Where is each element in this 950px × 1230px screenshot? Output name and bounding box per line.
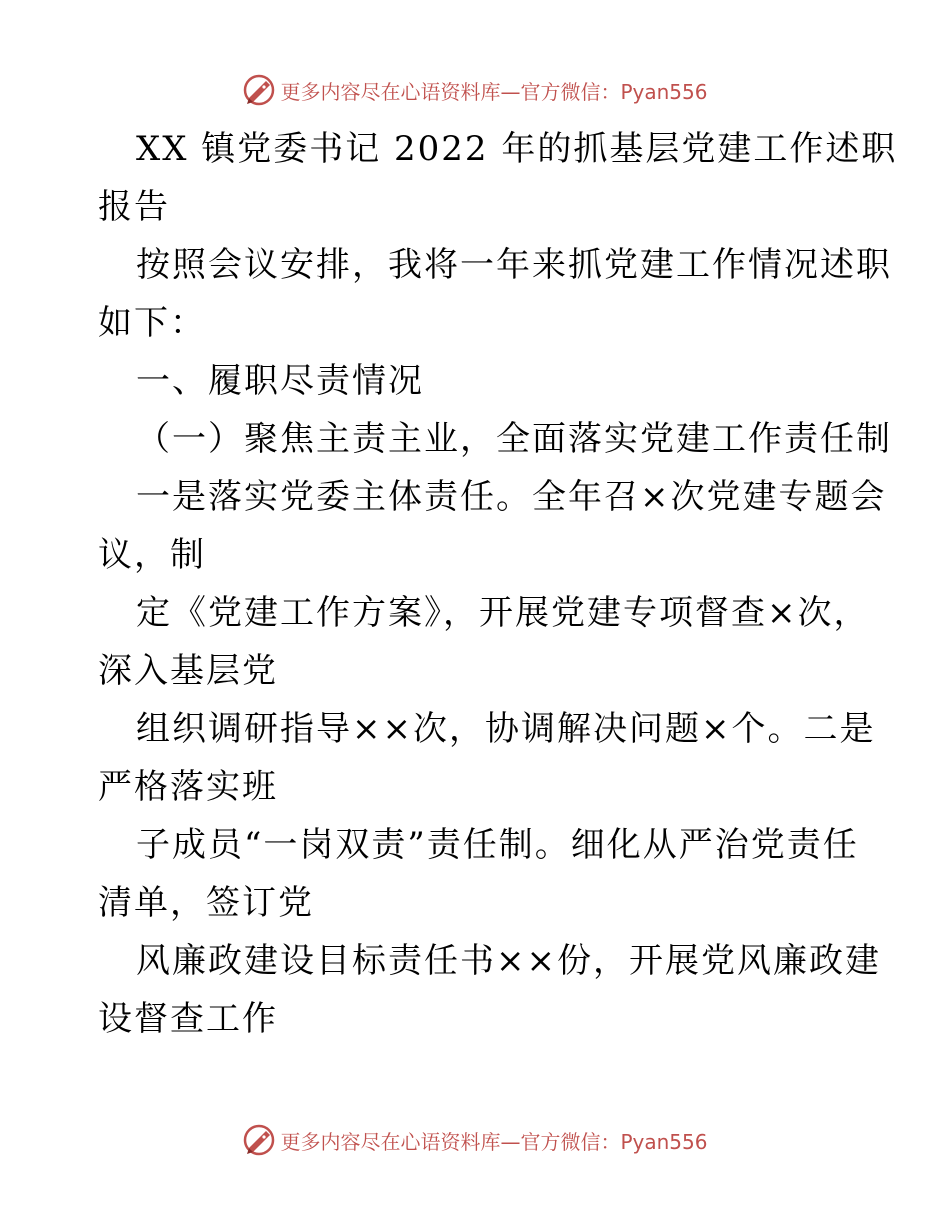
document-line: 风廉政建设目标责任书××份，开展党风廉政建 [136, 941, 881, 981]
document-line: （一）聚焦主责主业，全面落实党建工作责任制 [136, 419, 892, 459]
header-banner-text: 更多内容尽在心语资料库—官方微信：Pyan556 [280, 79, 708, 104]
pen-nib-icon [242, 1123, 276, 1157]
document-line: 一、履职尽责情况 [136, 361, 424, 401]
document-line: 深入基层党 [98, 651, 278, 691]
document-line: 子成员“一岗双责”责任制。细化从严治党责任 [136, 825, 859, 865]
pen-nib-icon [242, 73, 276, 107]
footer-banner [0, 1120, 950, 1160]
document-line: 清单，签订党 [98, 883, 314, 923]
header-banner [0, 70, 950, 110]
document-line: 报告 [98, 187, 170, 227]
document-line: 设督查工作 [98, 999, 278, 1039]
document-line: 一是落实党委主体责任。全年召×次党建专题会 [136, 477, 887, 517]
document-line: 按照会议安排，我将一年来抓党建工作情况述职 [136, 245, 892, 285]
document-body [98, 120, 898, 1048]
document-line: XX 镇党委书记 2022 年的抓基层党建工作述职 [136, 129, 898, 169]
footer-banner-text: 更多内容尽在心语资料库—官方微信：Pyan556 [280, 1129, 708, 1154]
document-line: 议，制 [98, 535, 206, 575]
document-line: 如下： [98, 303, 206, 343]
document-line: 组织调研指导××次，协调解决问题×个。二是 [136, 709, 876, 749]
document-line: 定《党建工作方案》，开展党建专项督查×次， [136, 593, 870, 633]
document-line: 严格落实班 [98, 767, 278, 807]
